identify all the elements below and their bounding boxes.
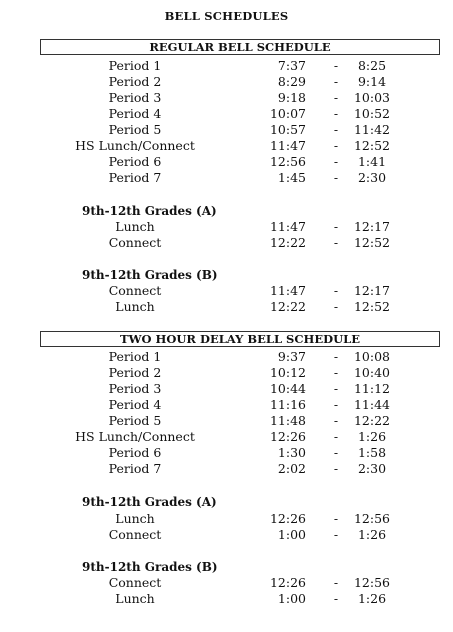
schedule-row xyxy=(0,461,453,477)
period-label: Period 7 xyxy=(108,170,162,185)
time-separator: - xyxy=(333,461,339,476)
time-separator: - xyxy=(333,283,339,298)
schedule-row xyxy=(0,122,453,138)
schedule-row xyxy=(0,74,453,90)
schedule-row xyxy=(0,90,453,106)
period-label: Connect xyxy=(108,575,162,590)
period-label: Lunch xyxy=(115,299,155,314)
time-separator: - xyxy=(333,349,339,364)
schedule-row xyxy=(0,511,453,527)
start-time: 9:18 xyxy=(277,90,306,105)
period-label: Lunch xyxy=(115,511,155,526)
start-time: 10:07 xyxy=(269,106,306,121)
schedule-row xyxy=(0,429,453,445)
time-separator: - xyxy=(333,365,339,380)
schedule-row xyxy=(0,365,453,381)
schedule-row xyxy=(0,381,453,397)
schedule-row xyxy=(0,575,453,591)
period-label: Period 1 xyxy=(108,58,162,73)
period-label: Period 3 xyxy=(108,381,162,396)
schedule-row xyxy=(0,219,453,235)
time-separator: - xyxy=(333,138,339,153)
end-time: 12:17 xyxy=(353,283,391,298)
time-separator: - xyxy=(333,122,339,137)
group-title: 9th-12th Grades (B) xyxy=(82,268,218,282)
start-time: 1:00 xyxy=(277,527,306,542)
time-separator: - xyxy=(333,575,339,590)
start-time: 12:26 xyxy=(269,511,306,526)
start-time: 7:37 xyxy=(277,58,306,73)
start-time: 1:45 xyxy=(277,170,306,185)
end-time: 10:52 xyxy=(353,106,391,121)
time-separator: - xyxy=(333,381,339,396)
time-separator: - xyxy=(333,235,339,250)
end-time: 10:03 xyxy=(353,90,391,105)
period-label: Connect xyxy=(108,283,162,298)
time-separator: - xyxy=(333,74,339,89)
schedule-row xyxy=(0,283,453,299)
end-time: 12:17 xyxy=(353,219,391,234)
period-label: Period 2 xyxy=(108,74,162,89)
end-time: 12:52 xyxy=(353,138,391,153)
group-title: 9th-12th Grades (A) xyxy=(82,204,217,218)
schedule-row xyxy=(0,58,453,74)
end-time: 1:41 xyxy=(357,154,387,169)
end-time: 2:30 xyxy=(357,461,387,476)
end-time: 12:52 xyxy=(353,299,391,314)
time-separator: - xyxy=(333,511,339,526)
schedule-row xyxy=(0,413,453,429)
start-time: 12:56 xyxy=(269,154,306,169)
schedule-row xyxy=(0,349,453,365)
start-time: 11:48 xyxy=(269,413,306,428)
period-label: Period 5 xyxy=(108,122,162,137)
period-label: Period 6 xyxy=(108,445,162,460)
time-separator: - xyxy=(333,299,339,314)
end-time: 8:25 xyxy=(357,58,387,73)
time-separator: - xyxy=(333,527,339,542)
end-time: 12:56 xyxy=(353,575,391,590)
schedule-row xyxy=(0,591,453,607)
start-time: 8:29 xyxy=(277,74,306,89)
period-label: Period 4 xyxy=(108,397,162,412)
schedule-row xyxy=(0,445,453,461)
start-time: 9:37 xyxy=(277,349,306,364)
time-separator: - xyxy=(333,445,339,460)
delay-schedule-heading: TWO HOUR DELAY BELL SCHEDULE xyxy=(40,331,440,347)
start-time: 10:57 xyxy=(269,122,306,137)
schedule-row xyxy=(0,397,453,413)
start-time: 1:30 xyxy=(277,445,306,460)
end-time: 2:30 xyxy=(357,170,387,185)
end-time: 11:44 xyxy=(353,397,391,412)
period-label: Lunch xyxy=(115,219,155,234)
time-separator: - xyxy=(333,154,339,169)
end-time: 1:26 xyxy=(357,429,387,444)
regular-schedule-heading: REGULAR BELL SCHEDULE xyxy=(40,39,440,55)
end-time: 9:14 xyxy=(357,74,387,89)
time-separator: - xyxy=(333,58,339,73)
schedule-row xyxy=(0,138,453,154)
group-title: 9th-12th Grades (B) xyxy=(82,560,218,574)
group-title: 9th-12th Grades (A) xyxy=(82,495,217,509)
end-time: 10:40 xyxy=(353,365,391,380)
start-time: 12:22 xyxy=(269,235,306,250)
period-label: Period 1 xyxy=(108,349,162,364)
start-time: 11:16 xyxy=(269,397,306,412)
period-label: Period 2 xyxy=(108,365,162,380)
end-time: 1:26 xyxy=(357,527,387,542)
schedule-row xyxy=(0,106,453,122)
end-time: 1:58 xyxy=(357,445,387,460)
period-label: Connect xyxy=(108,527,162,542)
end-time: 12:22 xyxy=(353,413,391,428)
end-time: 11:42 xyxy=(353,122,391,137)
start-time: 1:00 xyxy=(277,591,306,606)
period-label: Period 7 xyxy=(108,461,162,476)
time-separator: - xyxy=(333,591,339,606)
time-separator: - xyxy=(333,429,339,444)
time-separator: - xyxy=(333,106,339,121)
period-label: Lunch xyxy=(115,591,155,606)
period-label: HS Lunch/Connect xyxy=(75,429,195,444)
start-time: 12:26 xyxy=(269,575,306,590)
period-label: Period 4 xyxy=(108,106,162,121)
end-time: 12:56 xyxy=(353,511,391,526)
schedule-row xyxy=(0,299,453,315)
start-time: 12:22 xyxy=(269,299,306,314)
time-separator: - xyxy=(333,397,339,412)
period-label: Connect xyxy=(108,235,162,250)
start-time: 10:44 xyxy=(269,381,306,396)
start-time: 11:47 xyxy=(269,138,306,153)
period-label: Period 6 xyxy=(108,154,162,169)
time-separator: - xyxy=(333,413,339,428)
time-separator: - xyxy=(333,90,339,105)
period-label: Period 3 xyxy=(108,90,162,105)
period-label: Period 5 xyxy=(108,413,162,428)
start-time: 10:12 xyxy=(269,365,306,380)
time-separator: - xyxy=(333,170,339,185)
page-title: BELL SCHEDULES xyxy=(164,9,289,23)
end-time: 12:52 xyxy=(353,235,391,250)
start-time: 11:47 xyxy=(269,219,306,234)
schedule-row xyxy=(0,170,453,186)
start-time: 12:26 xyxy=(269,429,306,444)
schedule-row xyxy=(0,154,453,170)
period-label: HS Lunch/Connect xyxy=(75,138,195,153)
end-time: 11:12 xyxy=(353,381,391,396)
start-time: 11:47 xyxy=(269,283,306,298)
end-time: 10:08 xyxy=(353,349,391,364)
schedule-row xyxy=(0,527,453,543)
start-time: 2:02 xyxy=(277,461,306,476)
schedule-row xyxy=(0,235,453,251)
time-separator: - xyxy=(333,219,339,234)
end-time: 1:26 xyxy=(357,591,387,606)
